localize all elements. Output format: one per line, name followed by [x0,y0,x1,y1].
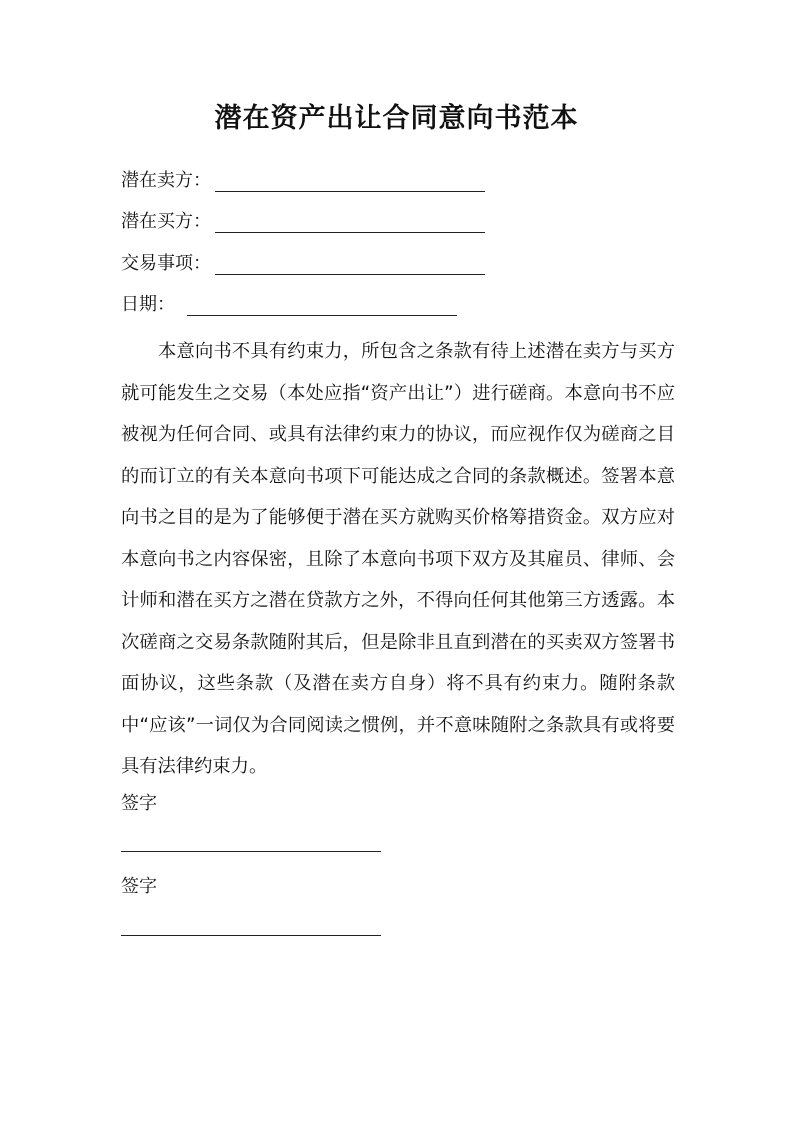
buyer-field [121,210,211,234]
date-blank-line [187,315,457,316]
date-label: 日期： [121,294,175,315]
signature-label-2: 签字 [121,876,157,897]
document-title: 潜在资产出让合同意向书范本 [214,103,579,134]
matter-blank-line [215,274,485,275]
intent-body-paragraph: 本意向书不具有约束力，所包含之条款有待上述潜在卖方与买方就可能发生之交易（本处应指“资产出让”）进行磋商。本意向书不应被视为任何合同、或具有法律约束力的协议，而应视作仅为磋商之目的而订立的有关本意向书项下可能达成之合同的条款概述。签署本意向书之目的是为了能够便于潜在买方就购买价格筹措资金。双方应对本意向书之内容保密，且除了本意向书项下双方及其雇员、律师、会计师和潜在买方之潜在贷款方之外，不得向任何其他第三方透露。本次磋商之交易条款随附其后，但是除非且直到潜在的买卖双方签署书面协议，这些条款（及潜在卖方自身）将不具有约束力。随附条款中“应该”一词仅为合同阅读之惯例，并不意味随附之条款具有或将要具有法律约束力。 [121,341,675,777]
seller-blank-line [215,191,485,192]
signature-label-1: 签字 [121,793,157,814]
buyer-label: 潜在买方： [121,211,211,232]
signature-line-2 [121,935,381,936]
seller-field [121,169,211,193]
matter-field [121,252,211,276]
date-field [121,293,175,317]
seller-label: 潜在卖方： [121,170,211,191]
buyer-blank-line [215,232,485,233]
matter-label: 交易事项： [121,253,211,274]
signature-line-1 [121,851,381,852]
